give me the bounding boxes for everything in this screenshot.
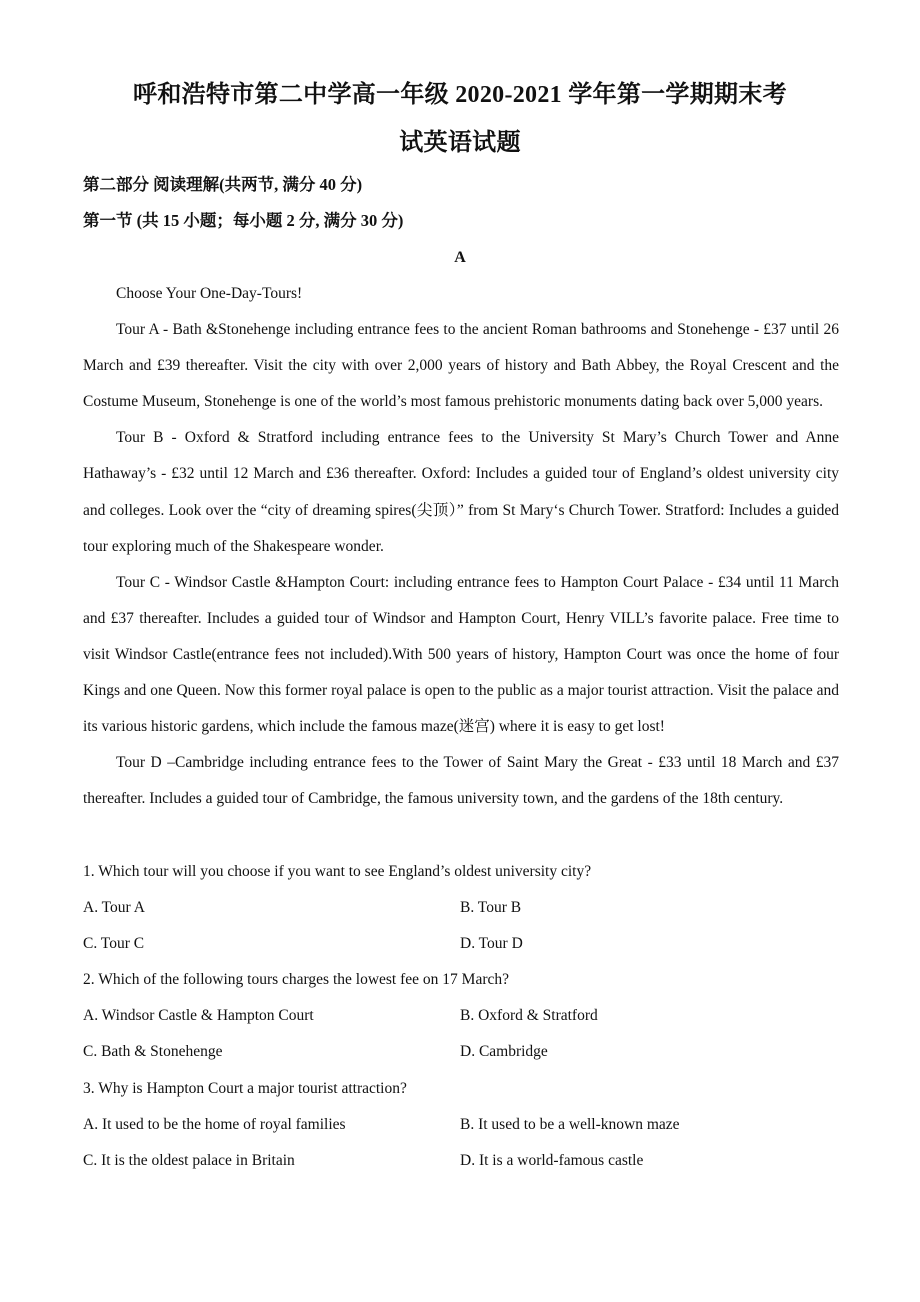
option-row [83,998,843,1034]
option-c: C. Tour C [83,935,145,953]
option-d: D. Tour D [460,935,523,953]
option-row [83,1034,843,1070]
option-d: D. It is a world-famous castle [460,1151,644,1169]
exam-title-line2: 试英语试题 [399,130,521,156]
exam-title-line1: 呼和浩特市第二中学高一年级 2020-2021 学年第一学期期末考 [133,82,787,108]
question-stem: 3. Why is Hampton Court a major tourist attraction? [83,1079,407,1097]
option-row [83,1143,843,1179]
passage-tour-b: Tour B - Oxford & Stratford including entrance fees to the University St Mary’s Church Tower and Anne Hathaway’s - £32 until 12 March and £36 thereafter. Oxford: Includes a guided tour of England’s oldest university city and colleges. Look over the “city of dreaming spires(尖顶）” from St Mary‘s Church Tower. Stratford: Includes a guided tour exploring much of the Shakespeare wonder. [83,429,839,555]
question-1 [83,854,843,962]
question-stem: 1. Which tour will you choose if you want to see England’s oldest university city? [83,863,592,880]
option-b: B. Oxford & Stratford [460,1007,598,1025]
question-stem: 2. Which of the following tours charges the lowest fee on 17 March? [83,971,509,989]
part-heading: 第二部分 阅读理解(共两节, 满分 40 分) [83,175,363,194]
option-a: A. Tour A [83,899,145,917]
question-list [83,854,843,1179]
option-row [83,890,843,926]
option-b: B. Tour B [460,899,522,917]
option-b: B. It used to be a well-known maze [460,1115,680,1133]
option-row [83,1107,843,1143]
option-a: A. Windsor Castle & Hampton Court [83,1007,314,1025]
option-row [83,926,843,962]
option-c: C. It is the oldest palace in Britain [83,1151,295,1169]
passage-letter: A [454,249,466,266]
option-c: C. Bath & Stonehenge [83,1043,223,1061]
option-a: A. It used to be the home of royal families [83,1115,346,1133]
option-d: D. Cambridge [460,1043,548,1061]
question-2 [83,962,843,1070]
passage-tour-a: Tour A - Bath &Stonehenge including entrance fees to the ancient Roman bathrooms and Stonehenge - £37 until 26 March and £39 thereafter. Visit the city with over 2,000 years of history and Bath Abbey, the Royal Crescent and the Costume Museum, Stonehenge is one of the world’s most famous prehistoric monuments dating back over 5,000 years. [83,321,839,411]
passage-body [83,276,839,817]
question-3 [83,1071,843,1179]
passage-intro: Choose Your One-Day-Tours! [116,285,303,302]
passage-tour-c: Tour C - Windsor Castle &Hampton Court: including entrance fees to Hampton Court Palace - £34 until 11 March and £37 thereafter. Includes a guided tour of Windsor and Hampton Court, Henry VILL’s favorite palace. Free time to visit Windsor Castle(entrance fees not included).With 500 years of history, Hampton Court was once the home of four Kings and one Queen. Now this former royal palace is open to the public as a major tourist attraction. Visit the palace and its various historic gardens, which include the famous maze(迷宫) where it is easy to get lost! [83,573,839,736]
passage-tour-d: Tour D –Cambridge including entrance fees to the Tower of Saint Mary the Great - £33 until 18 March and £37 thereafter. Includes a guided tour of Cambridge, the famous university town, and the gardens of the 18th century. [83,754,839,808]
subsection-heading: 第一节 (共 15 小题；每小题 2 分, 满分 30 分) [83,211,404,230]
